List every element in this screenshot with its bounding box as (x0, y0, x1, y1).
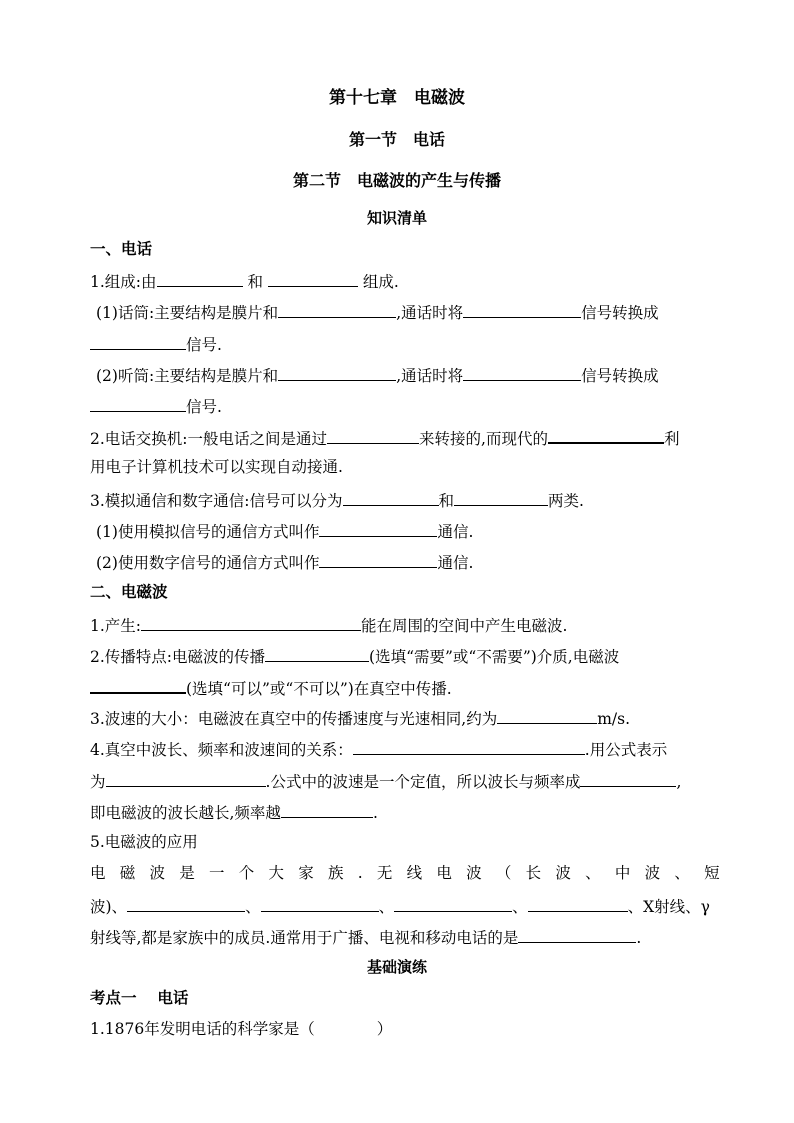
question-one (90, 1019, 392, 1039)
char: 长 (525, 864, 542, 882)
text: 即电磁波的波长越长,频率越 (90, 804, 281, 822)
blank-field[interactable] (497, 707, 597, 724)
text: ） (376, 1020, 393, 1038)
blank-field[interactable] (528, 895, 628, 912)
blank-field[interactable] (90, 395, 186, 412)
p1-line-composition (90, 270, 399, 292)
text: 1.产生: (90, 617, 142, 635)
char: 电 (436, 864, 452, 882)
blank-field[interactable] (454, 489, 548, 506)
text: 2.传播特点:电磁波的传播 (90, 648, 266, 666)
p1-line-signals (90, 489, 584, 511)
p2-line-speed (90, 707, 630, 729)
p2-line-relation (90, 738, 667, 760)
blank-field[interactable] (90, 333, 186, 350)
char: 电 (90, 864, 106, 882)
char: 线 (406, 864, 423, 882)
exam-point-one: 考点一 电话 (90, 989, 189, 1007)
p1-line-microphone-cont (90, 333, 222, 355)
text: .用公式表示 (584, 741, 668, 759)
char: （ (495, 864, 512, 882)
blank-field[interactable] (327, 427, 419, 444)
text: 和 (247, 273, 263, 291)
p2-line-generation (90, 614, 567, 636)
text: 4.真空中波长、频率和波速间的关系： (90, 741, 353, 759)
text: 、 (378, 898, 395, 916)
blank-field[interactable] (394, 895, 512, 912)
blank-field[interactable] (106, 770, 266, 787)
text: ,通话时将 (396, 367, 464, 385)
blank-field[interactable] (278, 364, 396, 381)
text: 利 (663, 430, 680, 448)
p1-line-exchange-cont: 用电子计算机技术可以实现自动接通. (90, 458, 343, 476)
blank-field[interactable] (268, 270, 358, 287)
text: 1.组成:由 (90, 273, 157, 291)
chapter-title: 第十七章 电磁波 (329, 88, 465, 108)
part-one-heading: 一、电话 (90, 240, 153, 258)
text: 两类. (548, 492, 584, 510)
p2-line-propagation-cont (90, 676, 452, 699)
text: 、X射线、γ (627, 898, 710, 916)
text: (选填“需要”或“不需要”)介质,电磁波 (369, 648, 620, 666)
blank-field[interactable] (463, 301, 581, 318)
blank-field[interactable] (141, 614, 361, 631)
char: 、 (674, 864, 690, 882)
text: 波)、 (90, 898, 128, 916)
text: 3.模拟通信和数字通信:信号可以分为 (90, 492, 343, 510)
text: (2)听筒:主要结构是膜片和 (96, 367, 279, 385)
blank-field[interactable] (90, 676, 186, 694)
blank-field[interactable] (353, 738, 585, 755)
text: 信号转换成 (581, 367, 659, 385)
section-one-title: 第一节 电话 (348, 130, 445, 149)
text: (1)使用模拟信号的通信方式叫作 (96, 523, 320, 541)
text: 信号. (186, 398, 222, 416)
text: 、 (512, 898, 528, 916)
text: . (636, 929, 642, 947)
p1-line-receiver (96, 364, 659, 386)
text: 组成. (362, 273, 399, 291)
blank-field[interactable] (548, 426, 664, 444)
char: 大 (268, 864, 285, 882)
blank-field[interactable] (343, 489, 439, 506)
p2-line-applications-title: 5.电磁波的应用 (90, 833, 198, 851)
text: (2)使用数字信号的通信方式叫作 (96, 554, 320, 572)
text: 来转接的,而现代的 (419, 430, 548, 448)
text: ,通话时将 (396, 304, 464, 322)
text: 通信. (437, 523, 474, 541)
p2-line-applications-justified (90, 863, 720, 883)
section-two-title: 第二节 电磁波的产生与传播 (292, 171, 501, 190)
p2-line-relation-cont2 (90, 801, 378, 823)
char: 家 (298, 864, 314, 882)
char: 波 (149, 864, 166, 882)
text: 2.电话交换机:一般电话之间是通过 (90, 430, 328, 448)
p1-line-digital (96, 551, 473, 573)
text: 信号转换成 (581, 304, 659, 322)
text: m/s. (597, 710, 631, 728)
text: 和 (438, 492, 455, 510)
basic-practice-title: 基础演练 (366, 958, 427, 976)
blank-field[interactable] (261, 895, 379, 912)
text: . (372, 804, 378, 822)
text: (1)话筒:主要结构是膜片和 (96, 304, 279, 322)
char: 波 (555, 864, 571, 882)
text: 、 (245, 898, 261, 916)
p2-line-applications-end (90, 926, 641, 948)
p2-line-propagation (90, 645, 619, 667)
blank-field[interactable] (319, 520, 437, 537)
char: 个 (238, 864, 255, 882)
p2-line-relation-cont (90, 770, 681, 792)
char: . (357, 864, 363, 882)
text: 为 (90, 773, 106, 791)
text: 射线等,都是家族中的成员.通常用于广播、电视和移动电话的是 (90, 929, 519, 947)
char: 、 (585, 864, 601, 882)
text: (选填“可以”或“不可以”)在真空中传播. (186, 680, 452, 698)
blank-field[interactable] (265, 645, 369, 662)
p1-line-microphone (96, 301, 659, 323)
p2-line-applications-blanks (90, 895, 710, 917)
blank-field[interactable] (278, 301, 396, 318)
part-two-heading: 二、电磁波 (90, 583, 168, 601)
text: .公式中的波速是一个定值，所以波长与频率成 (265, 773, 581, 791)
blank-field[interactable] (281, 801, 373, 818)
char: 短 (704, 864, 720, 882)
text: 能在周围的空间中产生电磁波. (361, 617, 568, 635)
blank-field[interactable] (463, 364, 581, 381)
text: 3.波速的大小：电磁波在真空中的传播速度与光速相同,约为 (90, 710, 498, 728)
char: 中 (614, 864, 631, 882)
blank-field[interactable] (518, 926, 636, 943)
text: 1.1876年发明电话的科学家是（ (90, 1020, 315, 1038)
blank-field[interactable] (157, 270, 243, 287)
p1-line-exchange (90, 426, 679, 449)
char: 波 (644, 864, 661, 882)
char: 一 (209, 864, 225, 882)
blank-field[interactable] (127, 895, 245, 912)
char: 无 (376, 864, 393, 882)
p1-line-receiver-cont (90, 395, 222, 417)
char: 族 (328, 864, 344, 882)
blank-field[interactable] (319, 551, 437, 568)
text: 通信. (437, 554, 474, 572)
p1-line-analog (96, 520, 473, 542)
text: 信号. (186, 336, 222, 354)
char: 磁 (119, 864, 136, 882)
text: , (676, 773, 682, 791)
char: 波 (466, 864, 482, 882)
knowledge-list-title: 知识清单 (366, 209, 427, 227)
char: 是 (179, 864, 195, 882)
blank-field[interactable] (580, 770, 676, 787)
